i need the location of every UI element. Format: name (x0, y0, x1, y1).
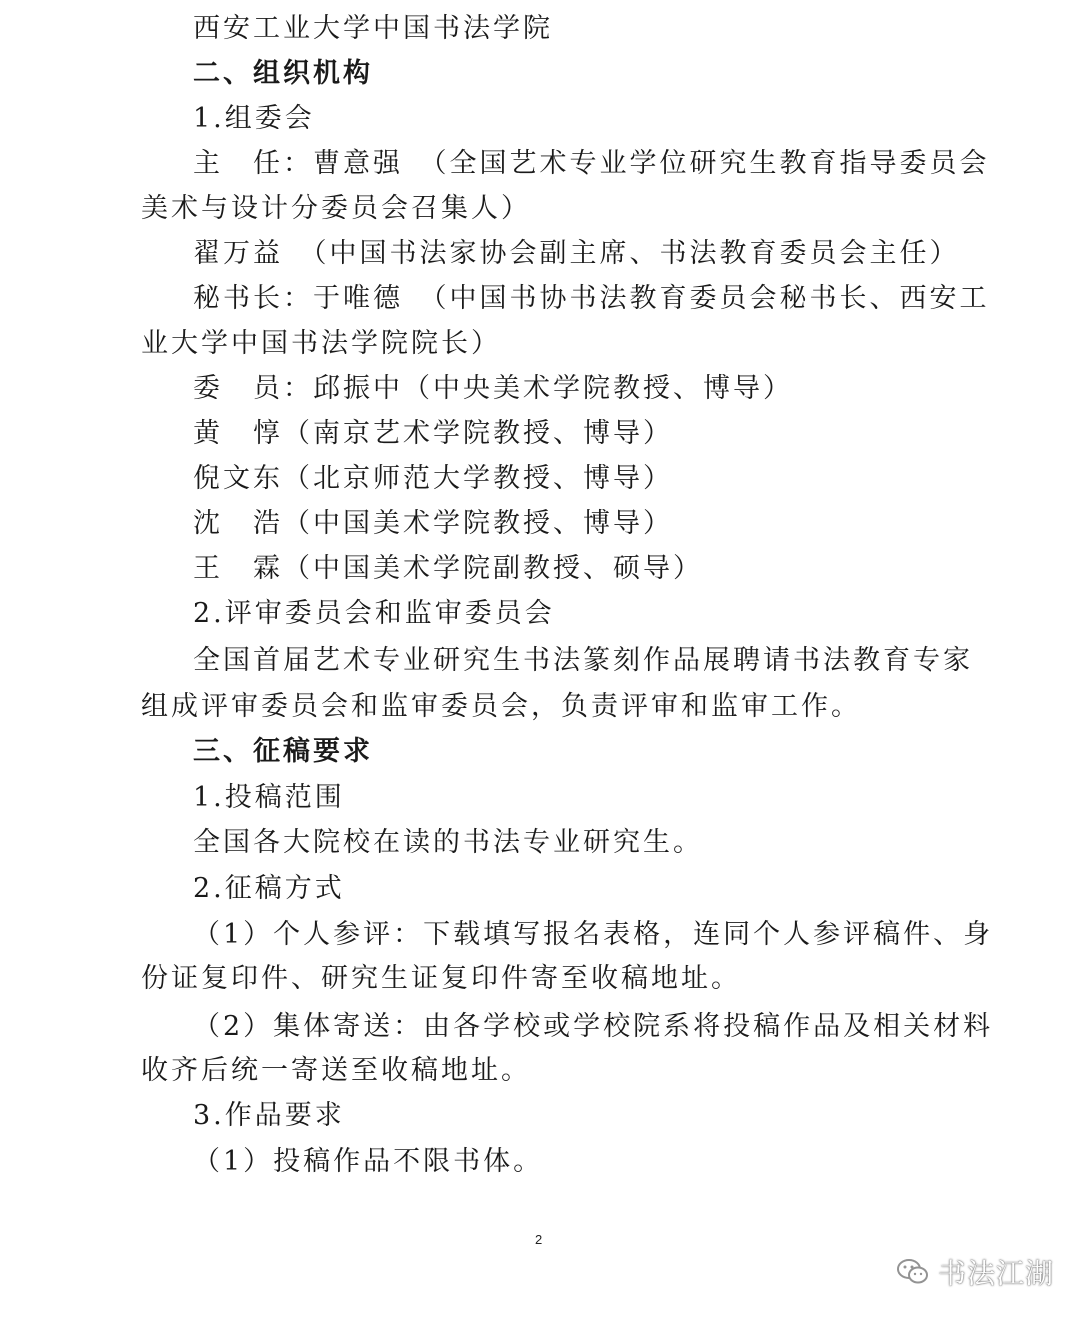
paragraph-review-1: 全国首届艺术专业研究生书法篆刻作品展聘请书法教育专家 (193, 645, 973, 676)
paragraph-review-2: 组成评审委员会和监审委员会，负责评审和监审工作。 (141, 691, 861, 722)
line-secretary: 秘书长：于唯德 （中国书协书法教育委员会秘书长、西安工 (193, 283, 990, 314)
section-heading-organization: 二、组织机构 (193, 58, 373, 89)
subheading-committee: 1.组委会 (193, 103, 315, 134)
line-member-3: 倪文东（北京师范大学教授、博导） (193, 463, 673, 494)
wechat-icon (896, 1257, 930, 1287)
line-member-2: 黄 惇（南京艺术学院教授、博导） (193, 418, 673, 449)
line-member-4: 沈 浩（中国美术学院教授、博导） (193, 508, 673, 539)
subheading-method: 2.征稿方式 (193, 873, 345, 904)
subheading-work-requirements: 3.作品要求 (193, 1100, 345, 1131)
watermark (896, 1252, 1054, 1292)
paragraph-individual-1: （1）个人参评：下载填写报名表格，连同个人参评稿件、身 (193, 919, 994, 950)
line-deputy: 翟万益 （中国书法家协会副主席、书法教育委员会主任） (193, 238, 960, 269)
line-director: 主 任：曹意强 （全国艺术专业学位研究生教育指导委员会 (193, 148, 990, 179)
line-school-name: 西安工业大学中国书法学院 (193, 13, 553, 44)
paragraph-group-2: 收齐后统一寄送至收稿地址。 (141, 1055, 531, 1086)
watermark-text: 书法江湖 (938, 1257, 1055, 1290)
line-director-cont: 美术与设计分委员会召集人） (141, 193, 531, 224)
paragraph-group-1: （2）集体寄送：由各学校或学校院系将投稿作品及相关材料 (193, 1011, 994, 1042)
subheading-scope: 1.投稿范围 (193, 782, 345, 813)
subheading-review-committee: 2.评审委员会和监审委员会 (193, 598, 555, 629)
page-number: 2 (535, 1232, 543, 1247)
paragraph-script-style: （1）投稿作品不限书体。 (193, 1146, 544, 1177)
paragraph-individual-2: 份证复印件、研究生证复印件寄至收稿地址。 (141, 963, 741, 994)
line-member-1: 委 员：邱振中（中央美术学院教授、博导） (193, 373, 793, 404)
line-member-5: 王 霖（中国美术学院副教授、硕导） (193, 553, 703, 584)
section-heading-requirements: 三、征稿要求 (193, 736, 373, 767)
line-secretary-cont: 业大学中国书法学院院长） (141, 328, 501, 359)
paragraph-scope: 全国各大院校在读的书法专业研究生。 (193, 827, 703, 858)
